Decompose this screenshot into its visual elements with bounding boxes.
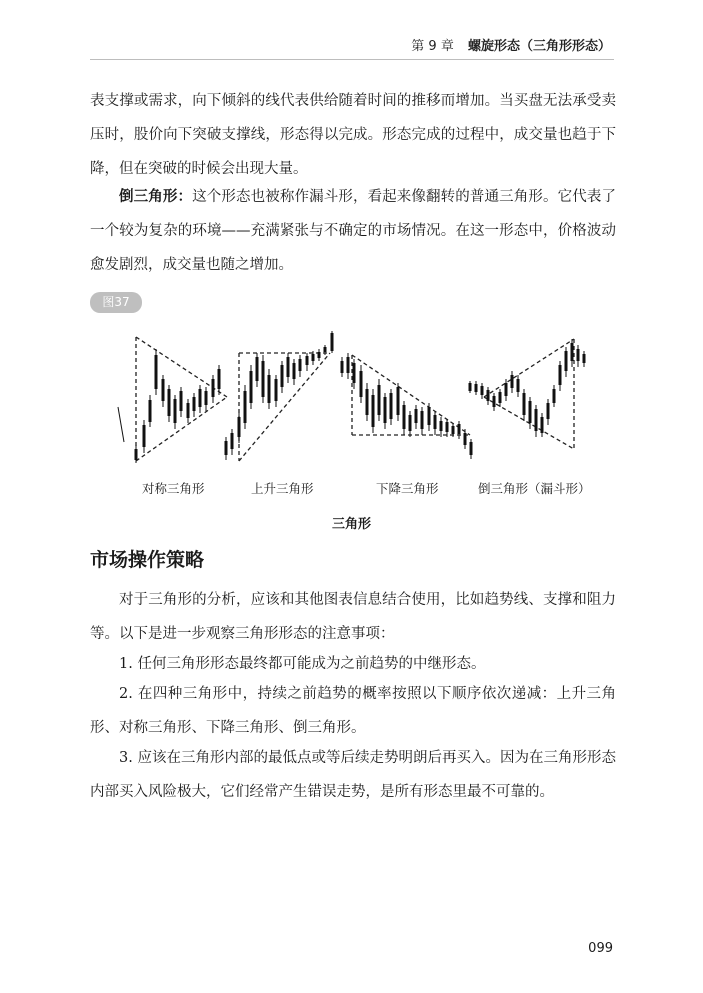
inverted-triangle-paragraph — [90, 180, 616, 282]
ascending-triangle-label: 上升三角形 — [251, 481, 314, 496]
ascending-triangle-chart — [222, 325, 337, 467]
symmetrical-triangle-chart — [112, 325, 230, 467]
inverted-triangle-text: 这个形态也被称作漏斗形，看起来像翻转的普通三角形。它代表了一个较为复杂的环境——充满紧张与不确定的市场情况。在这一形态中，价格波动愈发剧烈，成交量也随之增加。 — [90, 189, 617, 273]
descending-candles — [341, 353, 473, 459]
ascending-candles — [225, 331, 334, 460]
intro-paragraph: 表支撑或需求，向下倾斜的线代表供给随着时间的推移而增加。当买盘无法承受卖压时，股价向下突破支撑线，形态得以完成。形态完成的过程中，成交量也趋于下降，但在突破的时候会出现大量。 — [90, 93, 616, 177]
figure-tag: 图37 — [90, 292, 142, 313]
figure-caption: 三角形 — [331, 517, 371, 532]
ascending-support-trendline — [239, 353, 330, 461]
inverted-triangle-term: 倒三角形： — [119, 188, 193, 205]
chapter-number: 第 9 章 — [411, 39, 454, 54]
symmetrical-candles — [118, 349, 221, 463]
header-rule — [90, 59, 614, 60]
chapter-title: 螺旋形态（三角形形态） — [467, 39, 611, 54]
section-heading: 市场操作策略 — [90, 549, 205, 571]
descending-triangle-label: 下降三角形 — [376, 481, 439, 496]
inverted-triangle-chart — [466, 325, 588, 467]
descending-triangle-chart — [338, 325, 474, 467]
page-number: 099 — [588, 941, 613, 956]
inverted-triangle-label: 倒三角形（漏斗形） — [478, 481, 591, 496]
list-item: 3. 应该在三角形内部的最低点或等后续走势明朗后再买入。因为在三角形形态内部买入风险极大，它们经常产生错误走势，是所有形态里最不可靠的。 — [90, 750, 616, 800]
list-item: 2. 在四种三角形中，持续之前趋势的概率按照以下顺序依次递减：上升三角形、对称三角形、下降三角形、倒三角形。 — [90, 686, 616, 736]
running-header — [411, 35, 611, 54]
list-item: 1. 任何三角形形态最终都可能成为之前趋势的中继形态。 — [119, 656, 486, 672]
symmetrical-triangle-label: 对称三角形 — [142, 481, 205, 496]
section-intro: 对于三角形的分析，应该和其他图表信息结合使用，比如趋势线、支撑和阻力等。以下是进一步观察三角形形态的注意事项： — [90, 592, 616, 642]
